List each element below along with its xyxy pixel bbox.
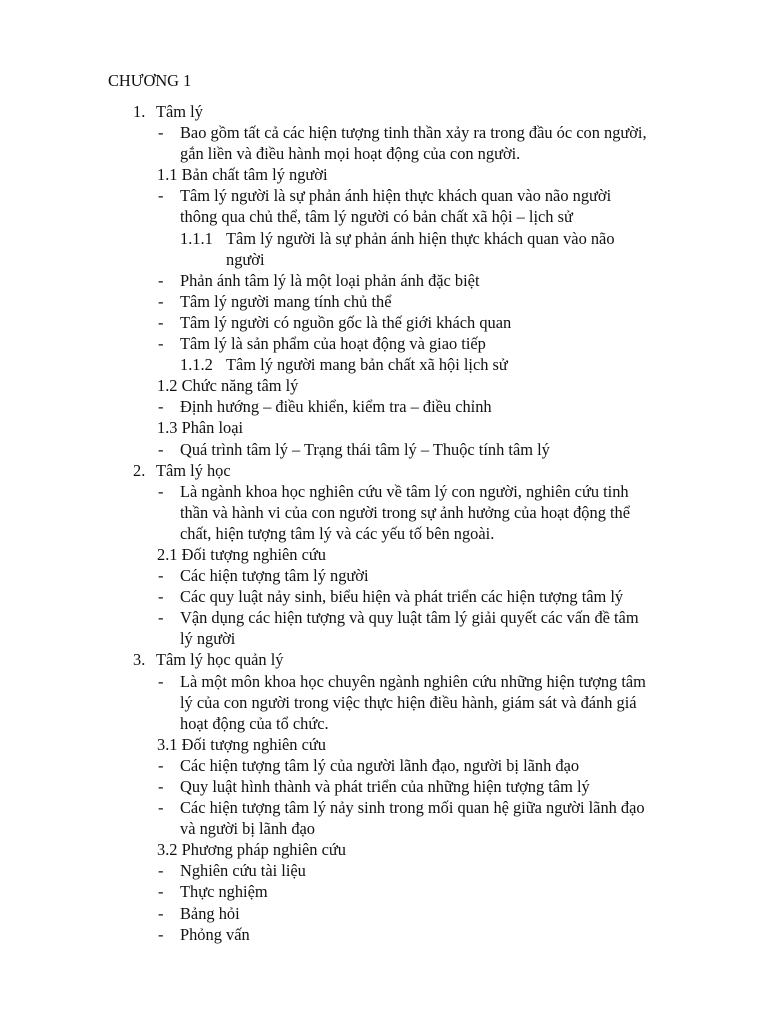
bullet-item (0, 565, 768, 586)
line-text: Phỏng vấn (180, 924, 250, 944)
bullet-item (0, 270, 768, 291)
section-heading (0, 101, 768, 122)
section-heading (0, 460, 768, 481)
line-text: Bảng hỏi (180, 903, 240, 923)
line-text: 3.2 Phương pháp nghiên cứu (157, 840, 346, 860)
line-text: Các hiện tượng tâm lý của người lãnh đạo, người bị lãnh đạo (180, 755, 580, 775)
bullet-item (0, 586, 768, 607)
bullet-dash: - (158, 861, 164, 881)
bullet-item (0, 439, 768, 460)
subsubsection-heading (0, 228, 768, 249)
bullet-dash: - (158, 312, 164, 332)
bullet-continuation (0, 206, 768, 227)
bullet-item (0, 333, 768, 354)
line-text: Tâm lý học quản lý (156, 650, 284, 670)
line-text: Quá trình tâm lý – Trạng thái tâm lý – Thuộc tính tâm lý (180, 439, 550, 459)
bullet-item (0, 903, 768, 924)
line-text: thần và hành vi của con người trong sự ảnh hưởng của hoạt động thể (180, 502, 631, 522)
line-text: chất, hiện tượng tâm lý và các yếu tố bên ngoài. (180, 523, 495, 543)
bullet-dash: - (158, 186, 164, 206)
subsubsection-continuation (0, 249, 768, 270)
list-number: 1.1.1 (180, 228, 213, 248)
line-text: Là ngành khoa học nghiên cứu về tâm lý con người, nghiên cứu tinh (180, 481, 629, 501)
subsection-heading (0, 375, 768, 396)
chapter-heading: CHƯƠNG 1 (108, 71, 192, 90)
line-text: hoạt động của tổ chức. (180, 713, 329, 733)
section-heading (0, 649, 768, 670)
line-text: gắn liền và điều hành mọi hoạt động của con người. (180, 144, 521, 164)
line-text: Tâm lý (156, 102, 203, 121)
line-text: 1.2 Chức năng tâm lý (157, 376, 299, 396)
line-text: 1.3 Phân loại (157, 418, 244, 438)
bullet-dash: - (158, 924, 164, 944)
line-text: lý người (180, 629, 236, 649)
line-text: Tâm lý người mang bản chất xã hội lịch sử (226, 355, 508, 375)
bullet-item (0, 881, 768, 902)
bullet-dash: - (158, 334, 164, 354)
bullet-continuation (0, 818, 768, 839)
line-text: và người bị lãnh đạo (180, 819, 315, 839)
bullet-continuation (0, 692, 768, 713)
line-text: Phản ánh tâm lý là một loại phản ánh đặc biệt (180, 270, 480, 290)
bullet-dash: - (158, 798, 164, 818)
bullet-dash: - (158, 397, 164, 417)
bullet-continuation (0, 628, 768, 649)
line-text: Định hướng – điều khiển, kiểm tra – điều chỉnh (180, 397, 492, 417)
bullet-dash: - (158, 587, 164, 607)
bullet-dash: - (158, 882, 164, 902)
list-number: 3. (133, 650, 146, 670)
bullet-item (0, 291, 768, 312)
line-text: Tâm lý học (156, 460, 231, 480)
line-text: Tâm lý người có nguồn gốc là thế giới khách quan (180, 312, 512, 332)
line-text: Quy luật hình thành và phát triển của những hiện tượng tâm lý (180, 777, 590, 796)
line-text: Các hiện tượng tâm lý người (180, 566, 369, 586)
bullet-dash: - (158, 123, 164, 143)
subsubsection-heading (0, 354, 768, 375)
line-text: 3.1 Đối tượng nghiên cứu (157, 734, 326, 754)
bullet-item (0, 122, 768, 143)
bullet-continuation (0, 713, 768, 734)
bullet-item (0, 797, 768, 818)
bullet-dash: - (158, 777, 164, 796)
line-text: 1.1 Bản chất tâm lý người (157, 165, 328, 185)
bullet-dash: - (158, 270, 164, 290)
bullet-dash: - (158, 481, 164, 501)
line-text: Là một môn khoa học chuyên ngành nghiên cứu những hiện tượng tâm (180, 671, 646, 691)
bullet-dash: - (158, 291, 164, 311)
list-number: 2. (133, 460, 146, 480)
line-text: Nghiên cứu tài liệu (180, 861, 306, 881)
document-body (0, 101, 768, 945)
bullet-dash: - (158, 671, 164, 691)
subsection-heading (0, 734, 768, 755)
line-text: Các hiện tượng tâm lý nảy sinh trong mối quan hệ giữa người lãnh đạo (180, 798, 645, 818)
line-text: Tâm lý là sản phẩm của hoạt động và giao tiếp (180, 334, 486, 354)
bullet-item (0, 396, 768, 417)
bullet-item (0, 860, 768, 881)
line-text: người (226, 249, 265, 269)
bullet-item (0, 755, 768, 776)
line-text: Tâm lý người mang tính chủ thể (180, 291, 392, 311)
bullet-item (0, 185, 768, 206)
line-text: Tâm lý người là sự phản ánh hiện thực khách quan vào não người (180, 186, 612, 206)
bullet-item (0, 481, 768, 502)
subsection-heading (0, 164, 768, 185)
bullet-dash: - (158, 566, 164, 586)
list-number: 1. (133, 102, 146, 121)
bullet-continuation (0, 502, 768, 523)
line-text: Các quy luật nảy sinh, biểu hiện và phát triển các hiện tượng tâm lý (180, 587, 624, 607)
subsection-heading (0, 544, 768, 565)
list-number: 1.1.2 (180, 355, 213, 375)
bullet-item (0, 312, 768, 333)
line-text: thông qua chủ thể, tâm lý người có bản chất xã hội – lịch sử (180, 207, 573, 227)
bullet-continuation (0, 523, 768, 544)
bullet-dash: - (158, 755, 164, 775)
bullet-continuation (0, 143, 768, 164)
bullet-item (0, 924, 768, 945)
bullet-dash: - (158, 439, 164, 459)
line-text: lý của con người trong việc thực hiện điều hành, giám sát và đánh giá (180, 692, 637, 712)
line-text: 2.1 Đối tượng nghiên cứu (157, 544, 326, 564)
subsection-heading (0, 839, 768, 860)
bullet-dash: - (158, 608, 164, 628)
bullet-item (0, 776, 768, 797)
bullet-item (0, 607, 768, 628)
line-text: Thực nghiệm (180, 882, 268, 902)
line-text: Vận dụng các hiện tượng và quy luật tâm lý giải quyết các vấn đề tâm (180, 608, 639, 628)
bullet-item (0, 671, 768, 692)
line-text: Tâm lý người là sự phản ánh hiện thực khách quan vào não (226, 228, 615, 248)
bullet-dash: - (158, 903, 164, 923)
subsection-heading (0, 417, 768, 438)
line-text: Bao gồm tất cả các hiện tượng tinh thần xảy ra trong đầu óc con người, (180, 123, 647, 143)
